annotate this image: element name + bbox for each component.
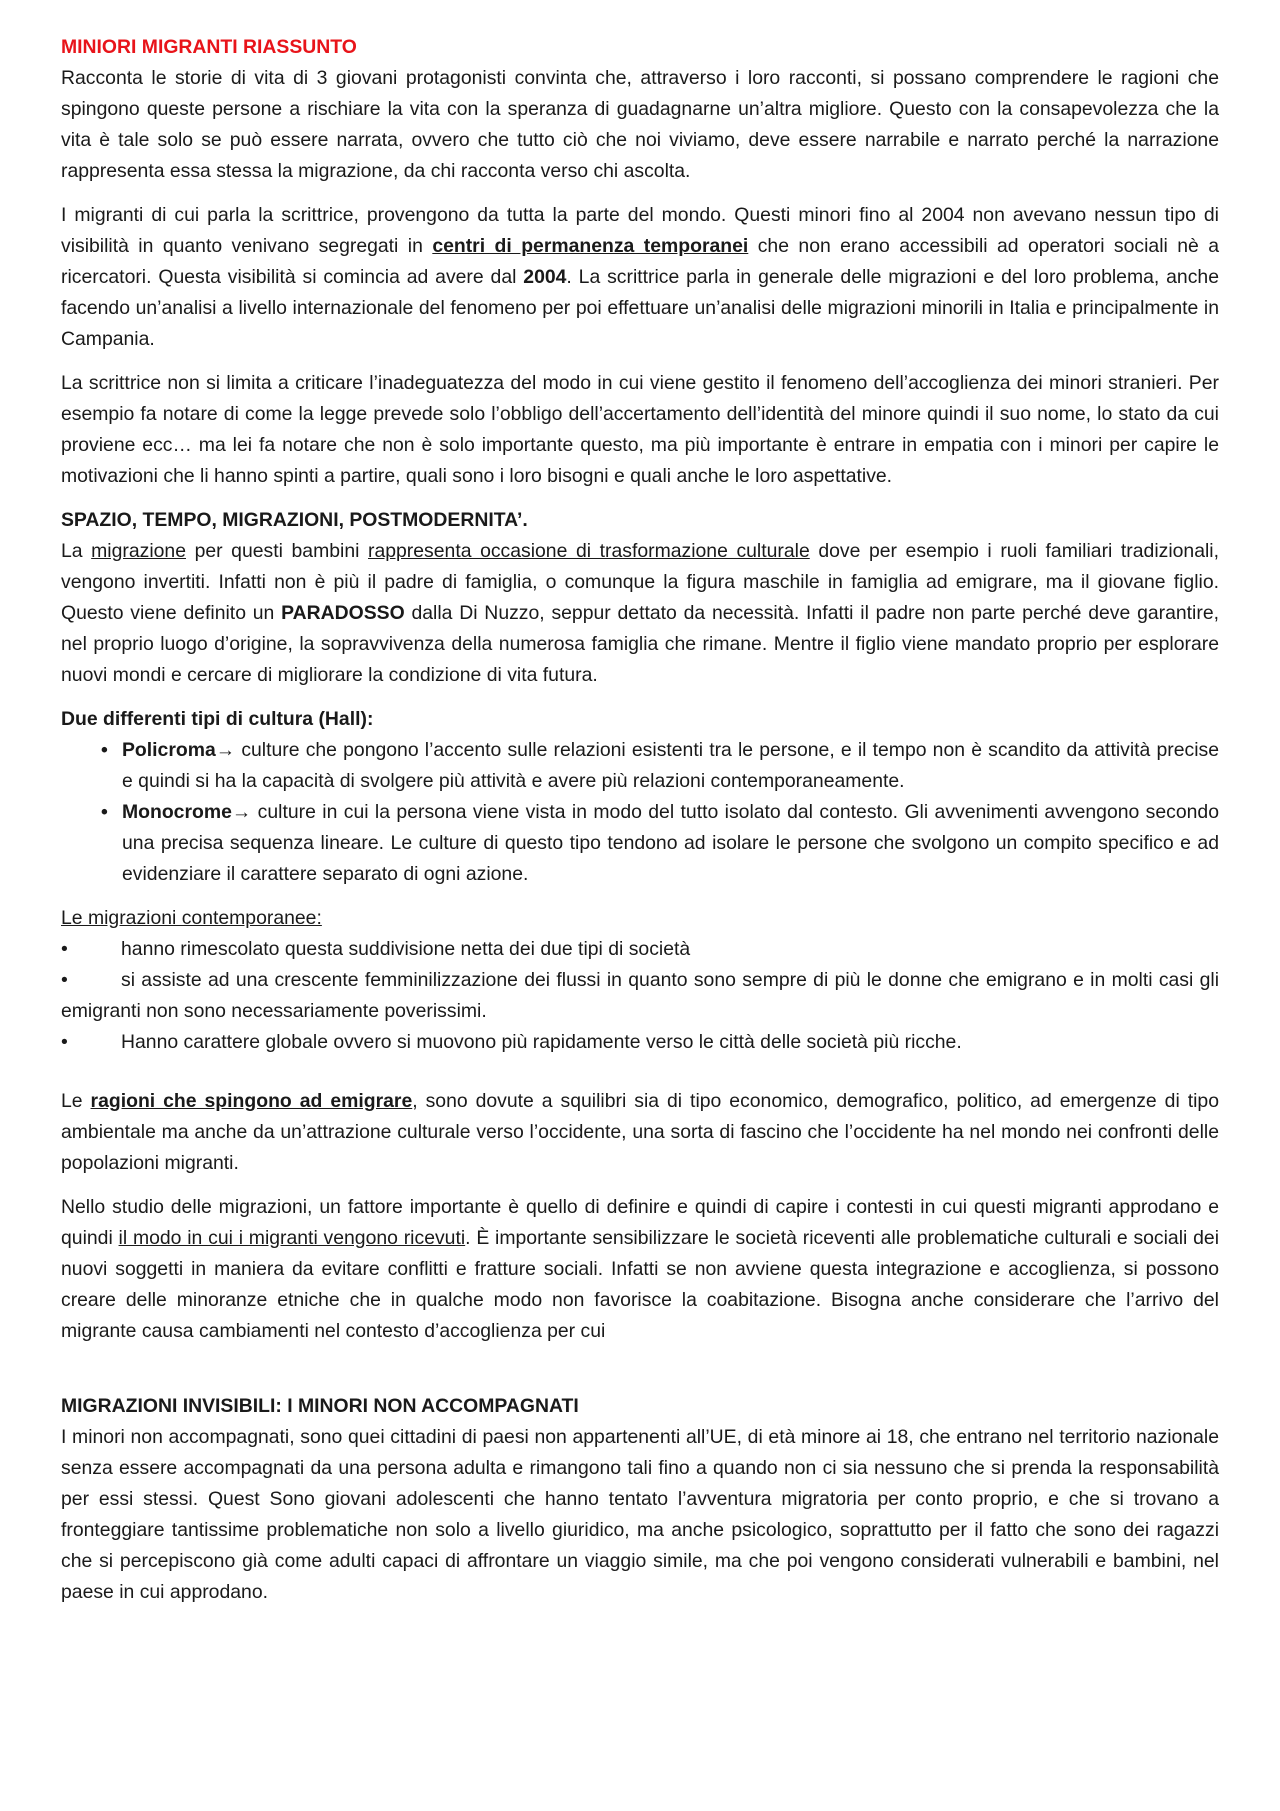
- section-heading-spazio: SPAZIO, TEMPO, MIGRAZIONI, POSTMODERNITA’.: [61, 509, 528, 531]
- minori-paragraph: I minori non accompagnati, sono quei cittadini di paesi non appartenenti all’UE, di età minore ai 18, che entrano nel territorio nazionale senza essere accompagnati da una persona adulta e rimangono tali fino a quando non ci sia nessuno che si prenda la responsabilità per essi stessi. Quest Sono giovani adolescenti che hanno tentato l’avventura migratoria per conto proprio, e che si trovano a fronteggiare tantissime problematiche non solo a livello giuridico, ma anche psicologico, soprattutto per il fatto che sono dei ragazzi che si percepiscono già come adulti capaci di affrontare un viaggio simile, ma che poi vengono considerati vulnerabili e bambini, nel paese in cui approdano.: [61, 1426, 1219, 1603]
- culture-text: culture in cui la persona viene vista in modo del tutto isolato dal contesto. Gli avvenimenti avvengono secondo una precisa sequenza lineare. Le culture di questo tipo tendono ad isolare le persone che svolgono un compito specifico e ad evidenziare il carattere separato di ogni azione.: [122, 801, 1219, 885]
- bold-year: 2004: [523, 266, 567, 288]
- section-heading-minori: MIGRAZIONI INVISIBILI: I MINORI NON ACCOMPAGNATI: [61, 1395, 579, 1417]
- list-item: [61, 735, 1219, 797]
- intro-paragraph: Racconta le storie di vita di 3 giovani protagonisti convinta che, attraverso i loro racconti, si possano comprendere le ragioni che spingono queste persone a rischiare la vita con la speranza di guadagnarne un’altra migliore. Questo con la consapevolezza che la vita è tale solo se può essere narrata, ovvero che tutto ciò che noi viviamo, deve essere narrabile e narrato perché la narrazione rappresenta essa stessa la migrazione, da chi racconta verso chi ascolta.: [61, 67, 1219, 182]
- text-run: Le: [61, 1090, 91, 1112]
- document-title: MINIORI MIGRANTI RIASSUNTO: [61, 36, 357, 58]
- text-run: La: [61, 540, 92, 562]
- list-item-text: hanno rimescolato questa suddivisione netta dei due tipi di società: [121, 938, 691, 960]
- contemporary-heading: Le migrazioni contemporanee:: [61, 907, 322, 929]
- reasons-paragraph: [61, 1086, 1219, 1179]
- bullet-icon: •: [101, 739, 108, 761]
- list-item: [61, 934, 1219, 965]
- text-run: , sono dovute a squilibri sia di tipo economico, demografico, politico, ad emergenze di tipo ambientale ma anche da un’attrazione culturale verso l’occidente, una sorta di fascino che l’occidente ha nel mondo nei confronti delle popolazioni migranti.: [61, 1090, 1219, 1174]
- text-run: dove per esempio i ruoli familiari tradizionali, vengono invertiti. Infatti non è più il padre di famiglia, o comunque la figura maschile in famiglia ad emigrare, ma il giovane figlio. Questo viene definito un: [61, 540, 1219, 624]
- underlined-phrase: il modo in cui i migranti vengono ricevuti: [118, 1227, 466, 1249]
- list-item-text: Hanno carattere globale ovvero si muovono più rapidamente verso le città delle società più ricche.: [121, 1031, 962, 1053]
- visibility-paragraph: [61, 200, 1219, 355]
- text-run: I migranti di cui parla la scrittrice, provengono da tutta la parte del mondo. Questi minori fino al 2004 non avevano nessun tipo di visibilità in quanto venivano segregati in: [61, 204, 1219, 257]
- study-paragraph: [61, 1192, 1219, 1347]
- list-item: [61, 1027, 1219, 1058]
- text-run: . È importante sensibilizzare le società riceventi alle problematiche culturali e sociali dei nuovi soggetti in maniera da evitare conflitti e fratture sociali. Infatti se non avviene questa integrazione e accoglienza, si possono creare delle minoranze etniche che in qualche modo non favorisce la coabitazione. Bisogna anche considerare che l’arrivo del migrante causa cambiamenti nel contesto d’accoglienza per cui: [61, 1227, 1219, 1342]
- migration-paragraph: [61, 536, 1219, 691]
- list-item: [61, 965, 1219, 1027]
- arrow-icon: →: [231, 801, 252, 823]
- culture-term: Monocrome: [122, 801, 232, 823]
- cultures-list: [61, 735, 1219, 890]
- underlined-term: ragioni che spingono ad emigrare: [90, 1090, 413, 1112]
- underlined-term: centri di permanenza temporanei: [432, 235, 749, 257]
- underlined-term: migrazione: [91, 540, 186, 562]
- bullet-icon: •: [61, 1031, 68, 1053]
- critique-paragraph: La scrittrice non si limita a criticare l’inadeguatezza del modo in cui viene gestito il fenomeno dell’accoglienza dei minori stranieri. Per esempio fa notare di come la legge prevede solo l’obbligo dell’accertamento dell’identità del minore quindi il suo nome, lo stato da cui proviene ecc… ma lei fa notare che non è solo importante questo, ma più importante è entrare in empatia con i minori per capire le motivazioni che li hanno spinti a partire, quali sono i loro bisogni e quali anche le loro aspettative.: [61, 372, 1219, 487]
- text-run: che non erano accessibili ad operatori sociali nè a ricercatori. Questa visibilità si comincia ad avere dal: [61, 235, 1220, 288]
- text-run: dalla Di Nuzzo, seppur dettato da necessità. Infatti il padre non parte perché deve garantire, nel proprio luogo d’origine, la sopravvivenza della numerosa famiglia che rimane. Mentre il figlio viene mandato proprio per esplorare nuovi mondi e cercare di migliorare la condizione di vita futura.: [61, 602, 1219, 686]
- text-run: . La scrittrice parla in generale delle migrazioni e del loro problema, anche facendo un’analisi a livello internazionale del fenomeno per poi effettuare un’analisi delle migrazioni minorili in Italia e principalmente in Campania.: [61, 266, 1219, 350]
- cultures-heading: Due differenti tipi di cultura (Hall):: [61, 708, 374, 730]
- bullet-icon: •: [101, 801, 108, 823]
- contemporary-list: [61, 934, 1219, 1058]
- text-run: per questi bambini: [186, 540, 368, 562]
- bullet-icon: •: [61, 969, 68, 991]
- text-run: Nello studio delle migrazioni, un fattore importante è quello di definire e quindi di capire i contesti in cui questi migranti approdano e quindi: [61, 1196, 1219, 1249]
- list-item: [61, 797, 1219, 890]
- bold-term: PARADOSSO: [281, 602, 405, 624]
- culture-term: Policroma: [122, 739, 216, 761]
- underlined-phrase: rappresenta occasione di trasformazione culturale: [368, 540, 810, 562]
- arrow-icon: →: [215, 739, 236, 761]
- list-item-text: si assiste ad una crescente femminilizzazione dei flussi in quanto sono sempre di più le donne che emigrano e in molti casi gli emigranti non sono necessariamente poverissimi.: [61, 969, 1219, 1022]
- culture-text: culture che pongono l’accento sulle relazioni esistenti tra le persone, e il tempo non è scandito da attività precise e quindi si ha la capacità di svolgere più attività e avere più relazioni contemporaneamente.: [122, 739, 1219, 792]
- bullet-icon: •: [61, 938, 68, 960]
